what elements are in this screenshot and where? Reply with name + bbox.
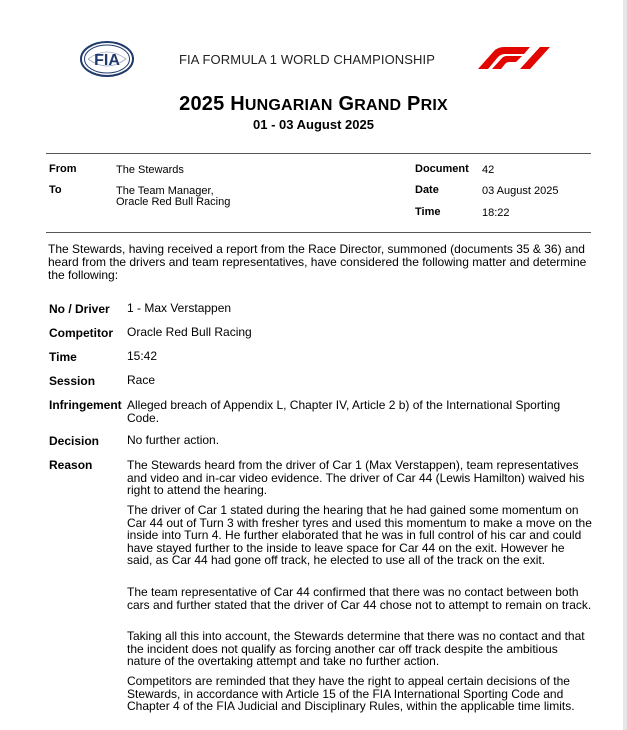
fia-logo-icon bbox=[80, 41, 134, 77]
session-label: Session bbox=[49, 374, 96, 388]
to-label: To bbox=[49, 184, 62, 196]
reason-paragraph-2: The driver of Car 1 stated during the hearing that he had gained some momentum on Car 44 out of Turn 3 with fresher tyres and used this momentum to make a move on the inside into Turn 4. He further elaborated that he was in full control of his car and could have stayed further to the inside to leave space for Car 44 on the exit. However he said, as Car 44 had gone off track, he elected to use all of the track on the exit. bbox=[127, 503, 592, 568]
time-label: Time bbox=[415, 206, 441, 218]
grand-prix-title: 2025 HUNGARIAN GRAND PRIX bbox=[179, 93, 448, 115]
from-value: The Stewards bbox=[116, 164, 184, 176]
competitor-value: Oracle Red Bull Racing bbox=[127, 325, 252, 339]
document-label: Document bbox=[415, 163, 469, 175]
reason-paragraph-3: The team representative of Car 44 confirmed that there was no contact between both cars and further stated that the driver of Car 44 chose not to attempt to remain on track. bbox=[127, 585, 592, 612]
document-value: 42 bbox=[482, 164, 495, 176]
date-value: 03 August 2025 bbox=[482, 185, 559, 197]
time-row-value: 15:42 bbox=[127, 349, 158, 363]
reason-label: Reason bbox=[49, 458, 93, 472]
header-divider-top bbox=[46, 153, 591, 154]
infringement-label: Infringement bbox=[49, 398, 122, 412]
decision-value: No further action. bbox=[127, 433, 220, 447]
header-divider-bottom bbox=[46, 232, 591, 233]
competitor-label: Competitor bbox=[49, 326, 113, 340]
infringement-value: Alleged breach of Appendix L, Chapter IV, Article 2 b) of the International Sporting Code. bbox=[127, 398, 561, 425]
svg-text:FIA: FIA bbox=[94, 52, 120, 69]
driver-label: No / Driver bbox=[49, 302, 110, 316]
event-dates: 01 - 03 August 2025 bbox=[253, 117, 374, 132]
time-row-label: Time bbox=[49, 350, 77, 364]
f1-logo-icon bbox=[472, 45, 552, 71]
reason-paragraph-5: Competitors are reminded that they have the right to appeal certain decisions of the Stewards, in accordance with Article 15 of the FIA International Sporting Code and Chapter 4 of the FIA Judicial and Disciplinary Rules, within the applicable time limits. bbox=[127, 674, 575, 714]
date-label: Date bbox=[415, 184, 439, 196]
reason-paragraph-1: The Stewards heard from the driver of Car 1 (Max Verstappen), team representatives and video and in-car video evidence. The driver of Car 44 (Lewis Hamilton) waived his right to attend the hearing. bbox=[127, 458, 585, 498]
from-label: From bbox=[49, 163, 77, 175]
to-value-line1: The Team Manager, bbox=[116, 185, 214, 197]
intro-paragraph: The Stewards, having received a report from the Race Director, summoned (documents 35 & 36) and heard from the drivers and team representatives, have considered the following matter and determine the following: bbox=[48, 242, 587, 282]
decision-label: Decision bbox=[49, 434, 100, 448]
reason-paragraph-4: Taking all this into account, the Stewards determine that there was no contact and that the incident does not qualify as forcing another car off track despite the ambitious nature of the overtaking attempt and take no further action. bbox=[127, 629, 585, 669]
driver-value: 1 - Max Verstappen bbox=[127, 301, 232, 315]
time-value: 18:22 bbox=[482, 207, 510, 219]
to-value-line2: Oracle Red Bull Racing bbox=[116, 196, 231, 208]
session-value: Race bbox=[127, 373, 156, 387]
championship-title: FIA FORMULA 1 WORLD CHAMPIONSHIP bbox=[179, 52, 436, 67]
